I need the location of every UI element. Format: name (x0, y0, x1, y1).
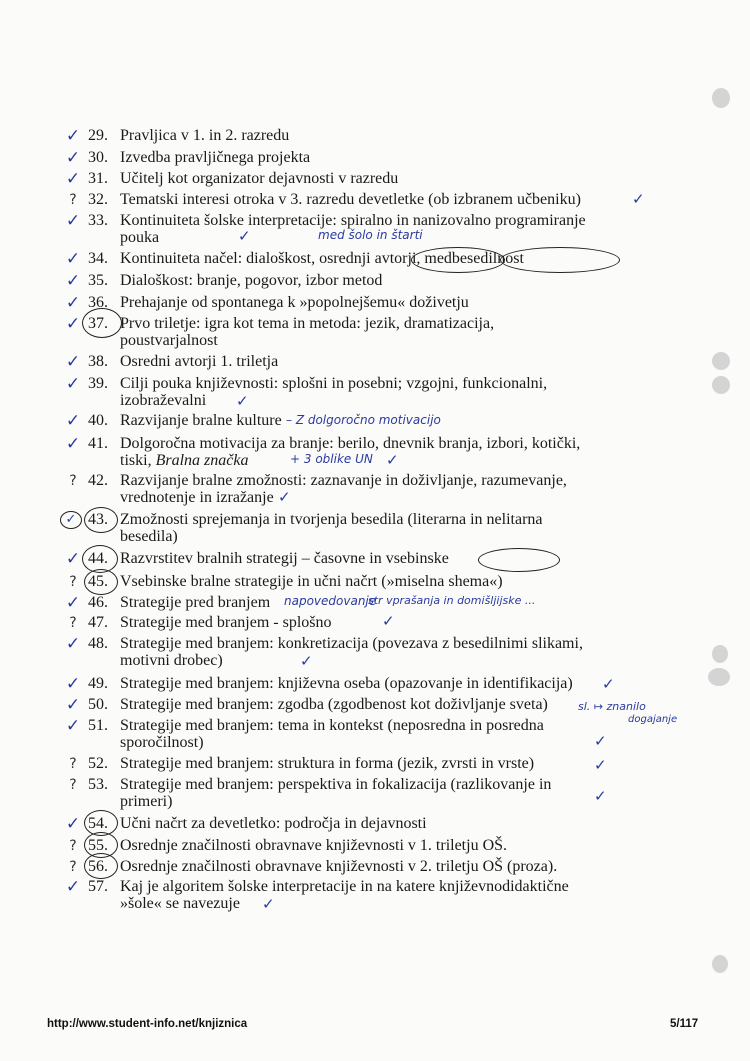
circled-check-icon: ✓ (60, 511, 82, 529)
check-mark-icon: ✓ (594, 756, 607, 774)
item-text: Strategije med branjem - splošno (120, 614, 332, 631)
check-mark-icon: ✓ (65, 352, 81, 372)
binder-hole (712, 645, 728, 663)
binder-hole (712, 376, 730, 394)
item-number: 40. (88, 412, 108, 429)
question-mark-icon: ? (69, 574, 77, 590)
check-mark-icon: ✓ (278, 488, 291, 506)
footer-url: http://www.student-info.net/knjiznica (47, 1018, 248, 1030)
list-item (88, 550, 648, 567)
item-number: 36. (88, 294, 108, 311)
item-text: Učni načrt za devetletko: področja in dejavnosti (120, 815, 427, 832)
check-mark-icon: ✓ (386, 451, 399, 469)
item-text: Strategije med branjem: perspektiva in fokalizacija (razlikovanje in (120, 776, 552, 793)
list-item (88, 635, 648, 669)
item-text: Strategije med branjem: književna oseba (opazovanje in identifikacija) (120, 675, 573, 692)
question-mark-icon: ? (69, 756, 77, 772)
check-mark-icon: ✓ (602, 675, 615, 693)
binder-hole (712, 955, 728, 973)
item-text: Strategije med branjem: tema in kontekst (neposredna in posredna (120, 717, 544, 734)
list-item (88, 878, 648, 912)
item-continuation: poustvarjalnost (120, 332, 218, 349)
check-mark-icon: ✓ (65, 695, 81, 715)
check-mark-icon: ✓ (65, 411, 81, 431)
item-text: Osrednje značilnosti obravnave književnosti v 1. triletju OŠ. (120, 837, 508, 854)
item-text: Pravljica v 1. in 2. razredu (120, 127, 290, 144)
handwritten-note: + 3 oblike UN (290, 452, 373, 466)
item-text: Kaj je algoritem šolske interpretacije in na katere književnodidaktične (120, 878, 569, 895)
italic-title: Bralna značka (155, 452, 249, 469)
item-text: Vsebinske bralne strategije in učni načrt (»miselna shema«) (120, 573, 503, 590)
item-text: Učitelj kot organizator dejavnosti v razredu (120, 170, 399, 187)
item-text: Prehajanje od spontanega k »popolnejšemu« doživetju (120, 294, 469, 311)
list-item (88, 294, 648, 311)
handwritten-note: med šolo in štarti (318, 228, 423, 242)
check-mark-icon: ✓ (65, 634, 81, 654)
item-continuation: vrednotenje in izražanje (120, 489, 274, 506)
check-mark-icon: ✓ (65, 716, 81, 736)
item-continuation: tiski, Bralna značka (120, 452, 249, 469)
check-mark-icon: ✓ (65, 549, 81, 569)
item-number: 37. (88, 315, 108, 332)
item-number: 39. (88, 375, 108, 392)
item-continuation: besedila) (120, 528, 178, 545)
check-mark-icon: ✓ (65, 674, 81, 694)
list-item (88, 170, 648, 187)
item-number: 48. (88, 635, 108, 652)
question-mark-icon: ? (69, 192, 77, 208)
item-number: 55. (88, 837, 108, 854)
item-continuation: sporočilnost) (120, 734, 204, 751)
binder-hole (712, 352, 730, 370)
item-number: 53. (88, 776, 108, 793)
list-item (88, 375, 648, 409)
check-mark-icon: ✓ (236, 392, 249, 410)
item-text: Kontinuiteta načel: dialoškost, osrednji avtorji, medbesedilnost (120, 250, 524, 267)
item-text: Prvo triletje: igra kot tema in metoda: jezik, dramatizacija, (120, 315, 495, 332)
question-mark-icon: ? (69, 473, 77, 489)
item-text: Dolgoročna motivacija za branje: berilo, dnevnik branja, izbori, kotički, (120, 435, 581, 452)
item-text: Razvijanje bralne kulture (120, 412, 282, 429)
item-number: 45. (88, 573, 108, 590)
item-number: 43. (88, 511, 108, 528)
item-number: 32. (88, 191, 108, 208)
check-mark-icon: ✓ (65, 314, 81, 334)
handwritten-note: dogajanje (628, 714, 678, 725)
list-item (88, 776, 648, 810)
list-item (88, 858, 648, 875)
binder-hole (708, 668, 730, 686)
question-mark-icon: ? (69, 838, 77, 854)
item-number: 49. (88, 675, 108, 692)
check-mark-icon: ✓ (65, 211, 81, 231)
item-continuation: izobraževalni (120, 392, 207, 409)
check-mark-icon: ✓ (65, 593, 81, 613)
check-mark-icon: ✓ (594, 732, 607, 750)
check-mark-icon: ✓ (382, 612, 395, 630)
check-mark-icon: ✓ (65, 169, 81, 189)
item-text: Strategije med branjem: konkretizacija (povezava z besedilnimi slikami, (120, 635, 583, 652)
item-text: Strategije pred branjem (120, 594, 271, 611)
question-mark-icon: ? (69, 615, 77, 631)
list-item (88, 815, 648, 832)
item-text: Zmožnosti sprejemanja in tvorjenja besedila (literarna in nelitarna (120, 511, 543, 528)
number-circle (82, 308, 122, 338)
question-mark-icon: ? (69, 777, 77, 793)
item-continuation: motivni drobec) (120, 652, 223, 669)
check-mark-icon: ✓ (65, 877, 81, 897)
item-number: 50. (88, 696, 108, 713)
check-mark-icon: ✓ (65, 249, 81, 269)
question-mark-icon: ? (69, 859, 77, 875)
item-text: Cilji pouka književnosti: splošni in posebni; vzgojni, funkcionalni, (120, 375, 548, 392)
item-number: 52. (88, 755, 108, 772)
item-number: 33. (88, 212, 108, 229)
word-circle (500, 247, 620, 273)
item-continuation: »šole« se navezuje (120, 895, 240, 912)
item-number: 31. (88, 170, 108, 187)
item-number: 35. (88, 272, 108, 289)
list-item (88, 573, 648, 590)
handwritten-note: napovedovanje (284, 594, 377, 608)
check-mark-icon: ✓ (65, 374, 81, 394)
list-item (88, 717, 648, 751)
item-number: 56. (88, 858, 108, 875)
item-number: 42. (88, 472, 108, 489)
list-item (88, 755, 648, 772)
list-item (88, 272, 648, 289)
item-number: 57. (88, 878, 108, 895)
check-mark-icon: ✓ (65, 814, 81, 834)
check-mark-icon: ✓ (300, 652, 313, 670)
item-number: 30. (88, 149, 108, 166)
check-mark-icon: ✓ (65, 126, 81, 146)
list-item (88, 837, 648, 854)
check-mark-icon: ✓ (262, 895, 275, 913)
check-mark-icon: ✓ (238, 227, 251, 245)
item-number: 44. (88, 550, 108, 567)
item-number: 54. (88, 815, 108, 832)
number-circle (84, 507, 118, 533)
list-item (88, 127, 648, 144)
item-text: Osredni avtorji 1. triletja (120, 353, 279, 370)
item-text: Osrednje značilnosti obravnave književnosti v 2. triletju OŠ (proza). (120, 858, 558, 875)
item-text: Tematski interesi otroka v 3. razredu devetletke (ob izbranem učbeniku) (120, 191, 581, 208)
check-mark-icon: ✓ (65, 148, 81, 168)
list-item (88, 696, 648, 713)
list-item (88, 614, 648, 631)
handwritten-note: str vprašanja in domišljijske ... (368, 594, 536, 607)
list-item (88, 191, 648, 208)
binder-hole (712, 88, 730, 108)
handwritten-note: sl. ↦ znanilo (578, 700, 646, 713)
list-item (88, 511, 648, 545)
list-item (88, 149, 648, 166)
item-number: 29. (88, 127, 108, 144)
item-text: Razvijanje bralne zmožnosti: zaznavanje in doživljanje, razumevanje, (120, 472, 567, 489)
list-item (88, 675, 648, 692)
list-item (88, 472, 648, 506)
handwritten-note: – Z dolgoročno motivacijo (286, 413, 441, 427)
item-text: Razvrstitev bralnih strategij – časovne in vsebinske (120, 550, 449, 567)
word-circle (478, 548, 560, 572)
item-continuation: primeri) (120, 793, 173, 810)
item-continuation: pouka (120, 229, 160, 246)
item-number: 46. (88, 594, 108, 611)
item-text: Strategije med branjem: zgodba (zgodbenost kot doživljanje sveta) (120, 696, 548, 713)
item-text: Strategije med branjem: struktura in forma (jezik, zvrsti in vrste) (120, 755, 535, 772)
item-number: 51. (88, 717, 108, 734)
check-mark-icon: ✓ (632, 190, 645, 208)
page-number: 5/117 (670, 1018, 699, 1030)
check-mark-icon: ✓ (65, 434, 81, 454)
item-text: Dialoškost: branje, pogovor, izbor metod (120, 272, 383, 289)
list-item (88, 315, 648, 349)
item-number: 47. (88, 614, 108, 631)
item-text: Izvedba pravljičnega projekta (120, 149, 311, 166)
number-circle (84, 569, 118, 595)
item-number: 38. (88, 353, 108, 370)
item-text: Kontinuiteta šolske interpretacije: spiralno in nanizovalno programiranje (120, 212, 586, 229)
list-item (88, 353, 648, 370)
check-mark-icon: ✓ (594, 787, 607, 805)
number-circle (84, 853, 118, 879)
item-number: 34. (88, 250, 108, 267)
check-mark-icon: ✓ (65, 293, 81, 313)
item-number: 41. (88, 435, 108, 452)
word-circle (411, 247, 505, 273)
check-mark-icon: ✓ (65, 271, 81, 291)
